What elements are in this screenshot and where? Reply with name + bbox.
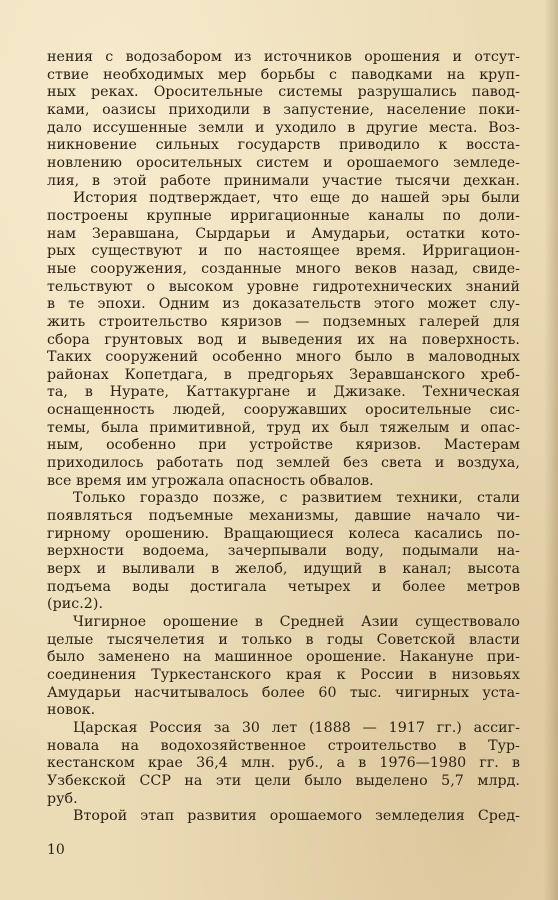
text-line: соединения Туркестанского края к России в низовьях [47,666,520,683]
text-line: новала на водохозяйственное строительство в Тур- [47,737,520,754]
paragraph-2 [47,190,520,490]
text-line: Узбекской ССР на эти цели было выделено 5,7 млрд. [47,772,520,789]
paragraph-5 [47,720,520,808]
text-line: верх и выливали в желоб, идущий в канал; высота [47,561,520,578]
text-line: ками, оазисы приходили в запустение, население поки- [47,101,520,118]
text-line: оснащенность людей, сооружавших оросительные сис- [47,402,520,419]
text-line: построены крупные ирригационные каналы по доли- [47,207,520,224]
text-line: рых существуют и по настоящее время. Ирригацион- [47,243,520,260]
text-line: кестанском крае 36,4 млн. руб., а в 1976—1980 гг. в [47,755,520,772]
text-line: ных реках. Оросительные системы разрушались павод- [47,84,520,101]
text-line: сбора грунтовых вод и выведения их на поверхность. [47,331,520,348]
page-edge-shadow [544,0,558,900]
text-line: темы, была примитивной, труд их был тяжелым и опас- [47,419,520,436]
text-line: приходилось работать под землей без света и воздуха, [47,455,520,472]
text-line: никновение сильных государств приводило к восста- [47,137,520,154]
text-line: подъема воды достигала четырех и более метров [47,578,520,595]
paragraph-4 [47,614,520,720]
text-line: целые тысячелетия и только в годы Советской власти [47,631,520,648]
text-line: жить строительство кяризов — подземных галерей для [47,313,520,330]
text-line: История подтверждает, что еще до нашей эры были [73,190,520,207]
text-line: руб. [47,790,78,807]
text-line: Амударьи насчитывалось более 60 тыс. чигирных уста- [47,684,520,701]
paragraph-6 [47,808,520,826]
text-line: появляться подъемные механизмы, давшие начало чи- [47,508,520,525]
text-line: (рис.2). [47,596,103,613]
text-line: нения с водозабором из источников орошения и отсут- [47,49,520,65]
text-line: Второй этап развития орошаемого земледелия Сред- [73,808,520,825]
text-line: новок. [47,702,96,719]
text-line: нам Зеравшана, Сырдарьи и Амударьи, остатки кото- [47,225,520,242]
text-line: было заменено на машинное орошение. Накануне при- [47,649,520,666]
body-text [47,49,520,826]
text-line: та, в Нурате, Каттакургане и Джизаке. Техническая [47,384,520,401]
text-line: Царская Россия за 30 лет (1888 — 1917 гг.) ассиг- [73,719,520,736]
text-line: лия, в этой работе принимали участие тысячи дехкан. [47,172,520,189]
paragraph-3 [47,490,520,614]
text-line: Только гораздо позже, с развитием техники, стали [73,490,520,507]
text-line: дало иссушенные земли и уходило в другие места. Воз- [47,119,520,136]
text-line: ным, особенно при устройстве кяризов. Мастерам [47,437,520,454]
text-line: верхности водоема, зачерпывали воду, подымали на- [47,543,520,560]
text-line: все время им угрожала опасность обвалов. [47,472,374,489]
text-line: Таких сооружений особенно много было в маловодных [47,349,520,366]
text-line: районах Копетдага, в предгорьях Зеравшанского хреб- [47,366,520,383]
text-line: тельствуют о высоком уровне гидротехнических знаний [47,278,520,295]
text-line: Чигирное орошение в Средней Азии существовало [73,614,520,630]
text-line: в те эпохи. Одним из доказательств этого может слу- [47,296,520,313]
text-line: новлению оросительных систем и орошаемого земледе- [47,154,520,171]
text-line: ствие необходимых мер борьбы с паводками на круп- [47,66,520,83]
text-line: ные сооружения, созданные много веков назад, свиде- [47,260,520,277]
text-line: гирному орошению. Вращающиеся колеса касались по- [47,525,520,542]
page-number: 10 [47,842,65,858]
paragraph-1 [47,49,520,190]
